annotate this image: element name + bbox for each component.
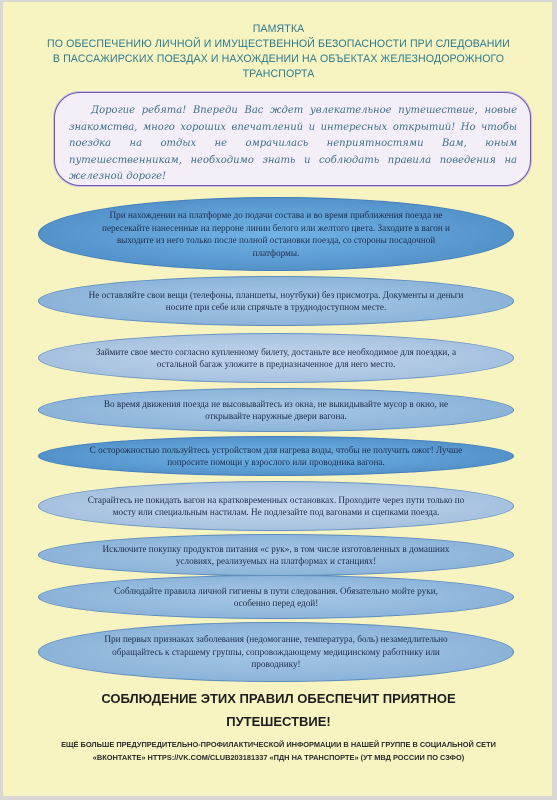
rule-text: При первых признаках заболевания (недомогание, температура, боль) незамедлительно обращайтесь к старшему группы, сопровождающему медицинскому работнику или проводнику! xyxy=(104,634,448,670)
rule-oval-belongings xyxy=(38,276,514,326)
rule-oval-platform xyxy=(38,197,514,271)
social-line-2: «ВКОНТАКТЕ» HTTPS://VK.COM/CLUB203181337 «ПДН НА ТРАНСПОРТЕ» (УТ МВД РОССИИ ПО СЗФО) xyxy=(92,752,465,762)
intro-text: Дорогие ребята! Впереди Вас ждет увлекательное путешествие, новые знакомства, много хороших впечатлений и интересных открытий! Но чтобы поездка на отдых не омрачилась неприятностями Вам, юным путешественникам, необходимо знать и соблюдать правила поведения на железной дороге! xyxy=(69,105,517,182)
rule-text: Во время движения поезда не высовывайтесь из окна, не выкидывайте мусор в окно, не открывайте наружные двери вагона. xyxy=(103,398,449,421)
title-line-1: ПАМЯТКА xyxy=(252,23,305,35)
rule-text: Исключите покупку продуктов питания «с рук», в том числе изготовленных в домашних условиях, реализуемых на платформах и станциях! xyxy=(102,543,450,566)
rule-text: Не оставляйте свои вещи (телефоны, планшеты, ноутбуки) без присмотра. Документы и деньги носите при себе или спрячьте в труднодоступном месте. xyxy=(88,289,464,312)
closing-line-2: ПУТЕШЕСТВИЕ! xyxy=(226,714,331,729)
rule-oval-window xyxy=(38,388,514,432)
rule-text: Старайтесь не покидать вагон на кратковременных остановках. Проходите через пути только по мосту или специальным настилам. Не подлезайте под вагонами и сцепками поезда. xyxy=(87,494,465,517)
rule-text: Соблюдайте правила личной гигиены в пути следования. Обязательно мойте руки, особенно перед едой! xyxy=(114,585,438,608)
rule-oval-stops xyxy=(38,481,514,531)
social-line-1: ЕЩЁ БОЛЬШЕ ПРЕДУПРЕДИТЕЛЬНО-ПРОФИЛАКТИЧЕСКОЙ ИНФОРМАЦИИ В НАШЕЙ ГРУППЕ В СОЦИАЛЬНОЙ СЕТИ xyxy=(61,740,496,749)
title-line-2: ПО ОБЕСПЕЧЕНИЮ ЛИЧНОЙ И ИМУЩЕСТВЕННОЙ БЕЗОПАСНОСТИ ПРИ СЛЕДОВАНИИ xyxy=(47,38,510,50)
memo-title xyxy=(10,22,547,82)
title-line-3: В ПАССАЖИРСКИХ ПОЕЗДАХ И НАХОЖДЕНИИ НА ОБЪЕКТАХ ЖЕЛЕЗНОДОРОЖНОГО xyxy=(52,53,505,65)
rule-text: Займите свое место согласно купленному билету, достаньте все необходимое для поездки, а остальной багаж уложите в предназначенное для него место. xyxy=(95,346,457,369)
rule-oval-food xyxy=(38,534,514,576)
rule-text: При нахождении на платформе до подачи состава и во время приближения поезда не пересекайте нанесенные на перроне линии белого или желтого цвета. Заходите в вагон и выходите из него только после полной остановки поезда, со стороны посадочной платформы. xyxy=(102,210,450,258)
rule-oval-hygiene xyxy=(38,575,514,619)
rule-text: С осторожностью пользуйтесь устройством для нагрева воды, чтобы не получить ожог! Лучше попросите помощи у взрослого или проводника вагона. xyxy=(89,444,463,467)
rule-oval-illness xyxy=(38,622,514,682)
title-line-4: ТРАНСПОРТА xyxy=(242,68,315,80)
social-group-note xyxy=(10,739,547,764)
closing-line-1: СОБЛЮДЕНИЕ ЭТИХ ПРАВИЛ ОБЕСПЕЧИТ ПРИЯТНОЕ xyxy=(101,691,456,706)
closing-statement xyxy=(10,687,547,733)
rule-oval-seat xyxy=(38,333,514,383)
rule-oval-boiler xyxy=(38,436,514,476)
intro-box xyxy=(54,92,531,186)
